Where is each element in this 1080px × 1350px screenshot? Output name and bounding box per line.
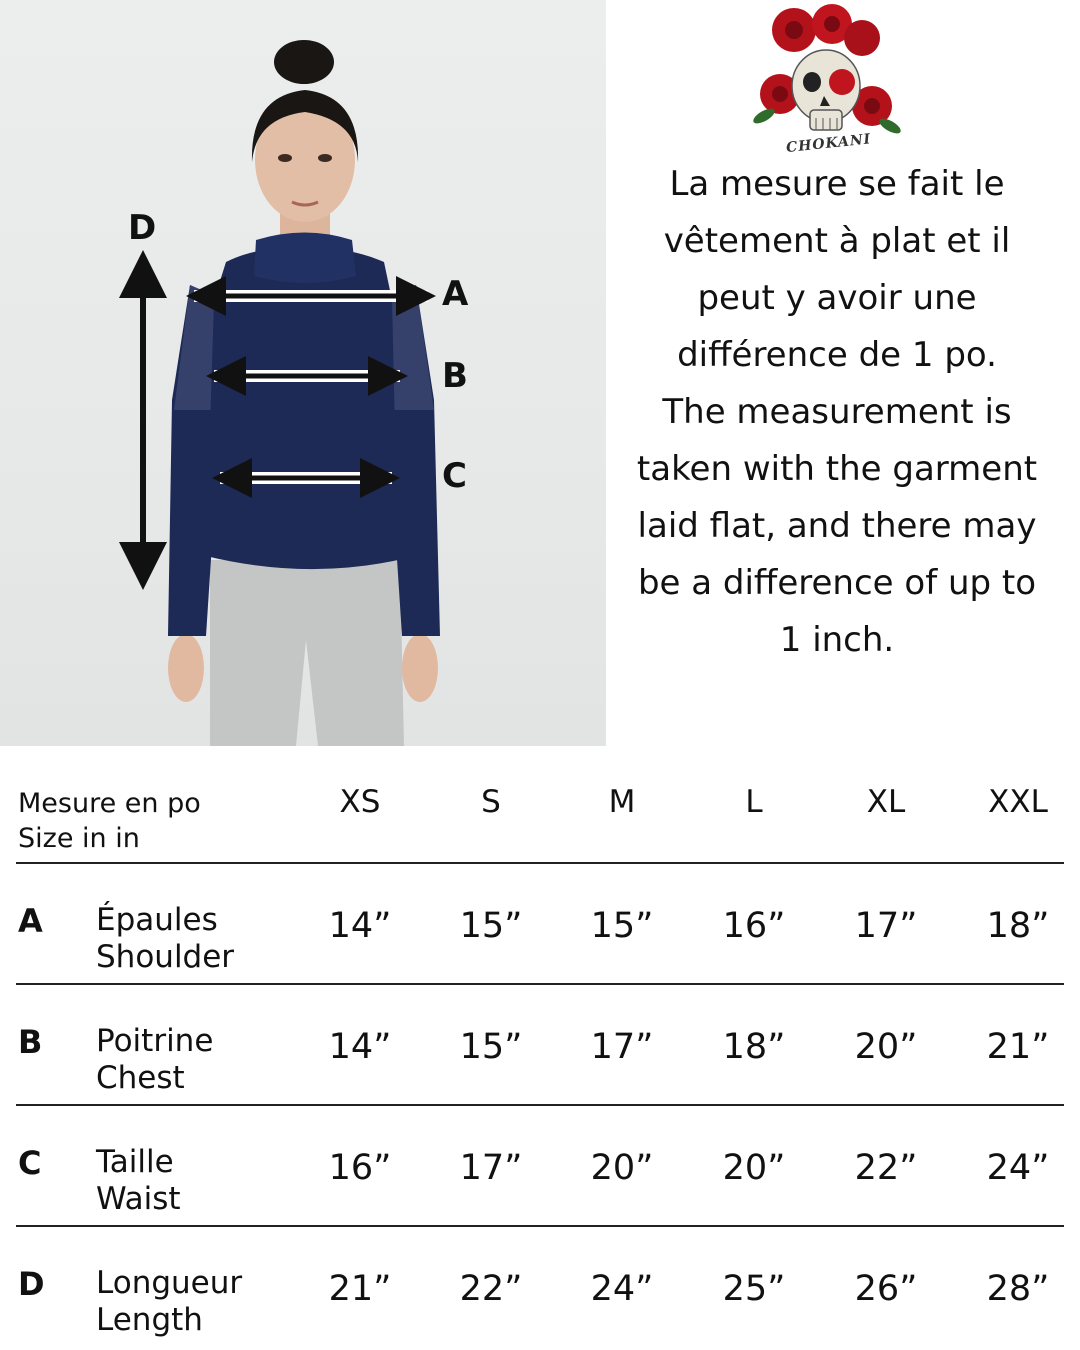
unit-label bbox=[18, 786, 201, 856]
cell-value: 18” bbox=[722, 1027, 786, 1067]
unit-label-en: Size in in bbox=[18, 823, 140, 854]
cell-value: 17” bbox=[459, 1148, 523, 1188]
row-label-fr: Poitrine bbox=[96, 1023, 214, 1059]
label-c: C bbox=[442, 456, 467, 496]
row-letter: C bbox=[18, 1144, 42, 1182]
label-d: D bbox=[128, 208, 157, 248]
label-b: B bbox=[442, 356, 468, 396]
note-english: The measurement is taken with the garment laid flat, and there may be a difference of up to 1 inch. bbox=[636, 392, 1038, 660]
cell-value: 17” bbox=[590, 1027, 654, 1067]
cell-value: 25” bbox=[722, 1269, 786, 1309]
model-photo bbox=[0, 0, 606, 746]
row-letter: D bbox=[18, 1265, 45, 1303]
row-label-en: Length bbox=[96, 1302, 203, 1338]
cell-value: 14” bbox=[328, 1027, 392, 1067]
cell-value: 15” bbox=[459, 906, 523, 946]
model-illustration bbox=[0, 0, 606, 746]
hair-bun bbox=[274, 40, 334, 84]
cell-value: 20” bbox=[722, 1148, 786, 1188]
left-hand bbox=[168, 634, 204, 702]
row-label bbox=[96, 902, 234, 976]
size-header-s: S bbox=[481, 784, 501, 820]
table-row bbox=[16, 864, 1064, 985]
cell-value: 17” bbox=[854, 906, 918, 946]
cell-value: 18” bbox=[986, 906, 1050, 946]
cell-value: 21” bbox=[986, 1027, 1050, 1067]
cell-value: 16” bbox=[328, 1148, 392, 1188]
row-label bbox=[96, 1144, 181, 1218]
cell-value: 22” bbox=[854, 1148, 918, 1188]
table-row bbox=[16, 1106, 1064, 1227]
label-a: A bbox=[442, 274, 469, 314]
cell-value: 21” bbox=[328, 1269, 392, 1309]
measurement-note bbox=[622, 156, 1052, 669]
row-label-fr: Longueur bbox=[96, 1265, 243, 1301]
unit-label-fr: Mesure en po bbox=[18, 788, 201, 819]
cell-value: 26” bbox=[854, 1269, 918, 1309]
row-letter: B bbox=[18, 1023, 43, 1061]
size-header-xxl: XXL bbox=[988, 784, 1048, 820]
size-chart-table bbox=[16, 762, 1064, 1346]
row-label bbox=[96, 1023, 213, 1097]
cell-value: 20” bbox=[854, 1027, 918, 1067]
cell-value: 22” bbox=[459, 1269, 523, 1309]
cell-value: 24” bbox=[590, 1269, 654, 1309]
logo-brand-text: CHOKANI bbox=[785, 131, 872, 157]
pants bbox=[210, 560, 404, 746]
cell-value: 28” bbox=[986, 1269, 1050, 1309]
size-header-xl: XL bbox=[866, 784, 906, 820]
row-letter: A bbox=[18, 902, 43, 940]
cell-value: 24” bbox=[986, 1148, 1050, 1188]
row-label-fr: Taille bbox=[96, 1144, 174, 1180]
size-header-xs: XS bbox=[339, 784, 381, 820]
note-french: La mesure se fait le vêtement à plat et il peut y avoir une différence de 1 po. bbox=[663, 164, 1011, 375]
size-header-m: M bbox=[608, 784, 636, 820]
table-row bbox=[16, 985, 1064, 1106]
row-label-en: Chest bbox=[96, 1060, 185, 1096]
right-hand bbox=[402, 634, 438, 702]
table-header bbox=[16, 762, 1064, 864]
row-label-en: Shoulder bbox=[96, 939, 235, 975]
table-row bbox=[16, 1227, 1064, 1346]
cell-value: 16” bbox=[722, 906, 786, 946]
size-header-l: L bbox=[745, 784, 763, 820]
cell-value: 20” bbox=[590, 1148, 654, 1188]
row-label bbox=[96, 1265, 242, 1339]
row-label-fr: Épaules bbox=[96, 902, 218, 938]
cell-value: 15” bbox=[590, 906, 654, 946]
row-label-en: Waist bbox=[96, 1181, 181, 1217]
cell-value: 15” bbox=[459, 1027, 523, 1067]
cell-value: 14” bbox=[328, 906, 392, 946]
